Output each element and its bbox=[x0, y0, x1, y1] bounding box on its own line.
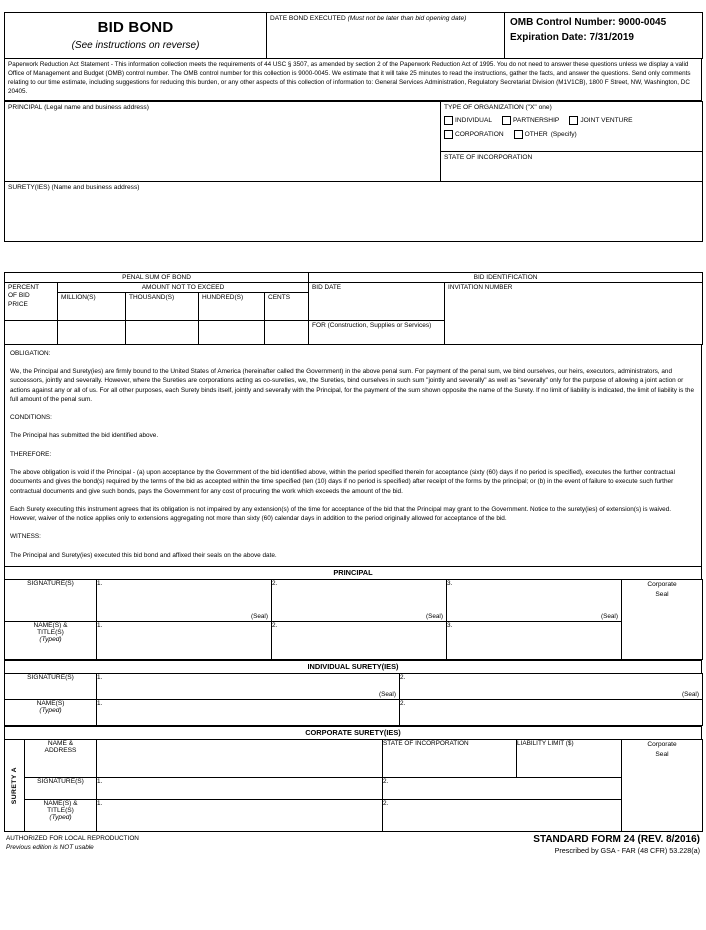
corporate-surety-name-title-line-2: TITLE(S) bbox=[47, 806, 74, 814]
obligation-heading: OBLIGATION: bbox=[10, 349, 51, 357]
checkbox-icon[interactable] bbox=[444, 116, 453, 125]
corporate-surety-name-address-row-label bbox=[25, 739, 97, 777]
penal-sum-title: PENAL SUM OF BOND bbox=[5, 272, 309, 282]
therefore-heading: THEREFORE: bbox=[10, 450, 52, 458]
state-of-incorporation-field[interactable] bbox=[441, 151, 703, 181]
principal-corporate-seal bbox=[622, 579, 703, 659]
principal-signature-table bbox=[4, 579, 703, 660]
checkbox-icon[interactable] bbox=[514, 130, 523, 139]
percent-label-line-3: PRICE bbox=[8, 300, 28, 308]
principal-signature-3-number: 3. bbox=[447, 579, 453, 587]
title-cell bbox=[5, 13, 267, 59]
state-of-incorporation-label: STATE OF INCORPORATION bbox=[444, 153, 533, 161]
principal-signature-2-number: 2. bbox=[272, 579, 278, 587]
principal-corporate-seal-line-2: Seal bbox=[655, 590, 669, 598]
individual-surety-signature-row-label bbox=[5, 673, 97, 699]
organization-options-row-1 bbox=[444, 116, 699, 125]
amount-not-to-exceed-header: AMOUNT NOT TO EXCEED bbox=[58, 282, 309, 292]
corporate-surety-signature-1[interactable] bbox=[97, 777, 383, 799]
individual-surety-name-row-label bbox=[5, 699, 97, 725]
witness-paragraph: The Principal and Surety(ies) executed this bid bond and affixed their seals on the above date. bbox=[10, 551, 277, 559]
principal-field[interactable] bbox=[5, 101, 441, 181]
individual-surety-name-2[interactable] bbox=[400, 699, 703, 725]
individual-surety-signature-1-number: 1. bbox=[97, 673, 103, 681]
checkbox-icon[interactable] bbox=[569, 116, 578, 125]
individual-surety-signature-2-seal: (Seal) bbox=[681, 690, 699, 698]
date-bond-executed-hint: (Must not be later than bid opening date) bbox=[347, 15, 467, 22]
witness-heading: WITNESS: bbox=[10, 533, 41, 541]
invitation-number-label: INVITATION NUMBER bbox=[448, 283, 513, 291]
principal-name-title-line-3: (Typed) bbox=[39, 635, 62, 643]
form-body-text bbox=[4, 345, 702, 566]
type-of-organization-label: TYPE OF ORGANIZATION bbox=[444, 103, 524, 111]
for-hint: (Construction, Supplies or Services) bbox=[327, 321, 432, 329]
individual-surety-signature-2[interactable] bbox=[400, 673, 703, 699]
principal-signature-2[interactable] bbox=[272, 579, 447, 621]
form-header bbox=[4, 12, 702, 59]
corporate-surety-name-title-1-number: 1. bbox=[97, 799, 103, 807]
checkbox-icon[interactable] bbox=[502, 116, 511, 125]
page-title: BID BOND bbox=[97, 19, 174, 36]
corporate-surety-table bbox=[4, 739, 703, 832]
principal-name-title-3-number: 3. bbox=[447, 621, 453, 629]
principal-name-title-line-1: NAME(S) & bbox=[33, 621, 68, 629]
hundreds-entry-cell[interactable] bbox=[199, 320, 265, 344]
corporate-surety-signature-2-number: 2. bbox=[383, 777, 389, 785]
for-field[interactable] bbox=[309, 320, 445, 344]
principal-signature-row-label bbox=[5, 579, 97, 621]
surety-extension-paragraph: Each Surety executing this instrument agrees that its obligation is not impaired by any extension(s) of the time for acceptance of the bid that the Principal may grant to the Government. Notice to the surety(ies) of extension(s) is waived. However, waiver of the notice applies only to extensions aggregating not more than sixty (60) calendar days in addition to the period originally allowed for acceptance of the bid. bbox=[10, 505, 672, 523]
for-label: FOR bbox=[312, 321, 326, 329]
corporate-surety-state-of-incorporation-label: STATE OF INCORPORATION bbox=[383, 739, 469, 747]
individual-surety-table bbox=[4, 673, 703, 726]
principal-signature-1[interactable] bbox=[97, 579, 272, 621]
previous-edition-note: Previous edition is NOT usable bbox=[6, 844, 94, 852]
individual-surety-name-line-1: NAME(S) bbox=[36, 699, 65, 707]
corporate-surety-corporate-seal bbox=[622, 739, 703, 831]
individual-surety-band: INDIVIDUAL SURETY(IES) bbox=[4, 660, 702, 673]
corporate-surety-liability-limit-field[interactable] bbox=[517, 739, 622, 777]
hundreds-label: HUNDRED(S) bbox=[202, 293, 244, 301]
corporate-surety-signature-2[interactable] bbox=[383, 777, 622, 799]
checkbox-other-hint: (Specify) bbox=[550, 130, 577, 138]
millions-label: MILLION(S) bbox=[61, 293, 96, 301]
corporate-surety-seal-line-1: Corporate bbox=[647, 740, 677, 748]
obligation-paragraph: We, the Principal and Surety(ies) are firmly bound to the United States of America (hereinafter called the Government) in the above penal sum. For payment of the penal sum, we bind ourselves, our heirs, executors, administrators, and successors, jointly and severally. However, where the Sureties are corporations acting as co-sureties, we, the Sureties, bind ourselves in such sum "jointly and severally" as well as "severally" only for the purpose of allowing a joint action or actions against any or all of us. For all other purposes, each Surety binds itself, jointly and severally with the Principal, for the payment of the sum shown opposite the name of the Surety. If no limit of liability is indicated, the limit of liability is the full amount of the penal sum. bbox=[10, 368, 695, 403]
corporate-surety-name-title-2-number: 2. bbox=[383, 799, 389, 807]
form-subtitle: (See instructions on reverse) bbox=[71, 40, 200, 51]
principal-organization-table bbox=[4, 101, 703, 242]
corporate-surety-name-address-line-1: NAME & bbox=[47, 739, 74, 747]
organization-options-row-2 bbox=[444, 130, 699, 139]
individual-surety-name-2-number: 2. bbox=[400, 699, 406, 707]
cents-label: CENTS bbox=[268, 293, 291, 301]
principal-name-title-2-number: 2. bbox=[272, 621, 278, 629]
corporate-surety-state-of-incorporation-field[interactable] bbox=[383, 739, 517, 777]
surety-letter-label: SURETY A bbox=[11, 766, 18, 805]
bid-date-field[interactable] bbox=[309, 282, 445, 320]
checkbox-icon[interactable] bbox=[444, 130, 453, 139]
percent-label-line-1: PERCENT bbox=[8, 283, 40, 291]
checkbox-partnership-label: PARTNERSHIP bbox=[513, 116, 560, 124]
checkbox-joint-venture[interactable] bbox=[569, 116, 632, 125]
individual-surety-name-1-number: 1. bbox=[97, 699, 103, 707]
corporate-surety-name-title-line-1: NAME(S) & bbox=[43, 799, 78, 807]
checkbox-individual-label: INDIVIDUAL bbox=[455, 116, 493, 124]
corporate-surety-name-address-field[interactable] bbox=[97, 739, 383, 777]
corporate-surety-name-address-line-2: ADDRESS bbox=[44, 746, 77, 754]
principal-signature-3-seal: (Seal) bbox=[600, 612, 618, 620]
corporate-surety-name-title-2[interactable] bbox=[383, 799, 622, 831]
type-of-organization-hint: ("X" one) bbox=[525, 103, 552, 111]
checkbox-corporation-label: CORPORATION bbox=[455, 130, 504, 138]
checkbox-other-label: OTHER bbox=[524, 130, 548, 138]
principal-signature-2-seal: (Seal) bbox=[425, 612, 443, 620]
thousands-label: THOUSAND(S) bbox=[129, 293, 175, 301]
thousands-entry-cell[interactable] bbox=[126, 320, 199, 344]
principal-name-title-1[interactable] bbox=[97, 621, 272, 659]
thousands-field[interactable] bbox=[126, 292, 199, 320]
principal-name-title-3[interactable] bbox=[447, 621, 622, 659]
surety-letter-cell bbox=[5, 739, 25, 831]
invitation-number-field[interactable] bbox=[445, 282, 703, 344]
principal-signature-1-seal: (Seal) bbox=[250, 612, 268, 620]
corporate-surety-name-title-line-3: (Typed) bbox=[49, 813, 72, 821]
bid-date-label: BID DATE bbox=[312, 283, 342, 291]
standard-form-number: STANDARD FORM 24 (REV. 8/2016) bbox=[533, 833, 700, 845]
corporate-surety-signature-label: SIGNATURE(S) bbox=[37, 777, 84, 785]
percent-entry-cell[interactable] bbox=[5, 320, 58, 344]
principal-name-title-1-number: 1. bbox=[97, 621, 103, 629]
principal-band: PRINCIPAL bbox=[4, 566, 702, 579]
therefore-paragraph: The above obligation is void if the Principal - (a) upon acceptance by the Government of the bid identified above, within the period specified therein for acceptance (sixty (60) days if no period is specified), executes the further contractual documents and gives the bond(s) required by the terms of the bid as accepted within the time specified (ten (10) days if no period is specified) after receipt of the forms by the principal; or (b) in the event of failure to execute such further contractual documents and give such bonds, pays the Government for any cost of procuring the work which exceeds the amount of the bid. bbox=[10, 469, 675, 495]
prescribed-by: Prescribed by GSA - FAR (48 CFR) 53.228(a) bbox=[554, 845, 700, 855]
checkbox-joint-venture-label: JOINT VENTURE bbox=[580, 116, 633, 124]
bid-identification-title: BID IDENTIFICATION bbox=[309, 272, 703, 282]
form-footer bbox=[4, 833, 702, 853]
date-bond-executed-field[interactable] bbox=[267, 13, 505, 59]
omb-control-number: OMB Control Number: 9000-0045 bbox=[510, 17, 667, 28]
individual-surety-signature-1-seal: (Seal) bbox=[378, 690, 396, 698]
millions-field[interactable] bbox=[58, 292, 126, 320]
spacer bbox=[4, 242, 702, 272]
surety-label: SURETY(IES) bbox=[8, 183, 50, 191]
surety-hint: (Name and business address) bbox=[51, 183, 140, 191]
percent-label-line-2: OF BID bbox=[8, 292, 30, 300]
conditions-heading: CONDITIONS: bbox=[10, 414, 52, 422]
form-page bbox=[0, 12, 706, 930]
checkbox-other[interactable] bbox=[514, 130, 577, 139]
paperwork-reduction-act-statement: Paperwork Reduction Act Statement - This information collection meets the requirements of 44 USC § 3507, as amended by section 2 of the Paperwork Reduction Act of 1995. You do not need to answer these questions unless we display a valid Office of Management and Budget (OMB) control number. The OMB control number for this collection is 9000-0045. We estimate that it will take 25 minutes to read the instructions, gather the facts, and answer the questions. Send only comments relating to our time estimate, including suggestions for reducing this burden, or any other aspects of this collection of information to: General Services Administration, Regulatory Secretariat Division (M1V1CB), 1800 F Street, NW, Washington, DC 20405. bbox=[4, 59, 702, 101]
hundreds-field[interactable] bbox=[199, 292, 265, 320]
corporate-surety-name-title-row-label bbox=[25, 799, 97, 831]
millions-entry-cell[interactable] bbox=[58, 320, 126, 344]
cents-field[interactable] bbox=[265, 292, 309, 320]
conditions-paragraph: The Principal has submitted the bid identified above. bbox=[10, 432, 159, 440]
type-of-organization-group bbox=[441, 101, 703, 151]
checkbox-individual[interactable] bbox=[444, 116, 492, 125]
checkbox-partnership[interactable] bbox=[502, 116, 559, 125]
principal-name-title-2[interactable] bbox=[272, 621, 447, 659]
corporate-surety-band: CORPORATE SURETY(IES) bbox=[4, 726, 702, 739]
cents-entry-cell[interactable] bbox=[265, 320, 309, 344]
corporate-surety-seal-line-2: Seal bbox=[655, 750, 669, 758]
header-table bbox=[4, 12, 703, 59]
individual-surety-signature-2-number: 2. bbox=[400, 673, 406, 681]
corporate-surety-signature-row-label bbox=[25, 777, 97, 799]
individual-surety-signature-label: SIGNATURE(S) bbox=[27, 673, 74, 681]
corporate-surety-name-title-1[interactable] bbox=[97, 799, 383, 831]
date-bond-executed-label: DATE BOND EXECUTED bbox=[270, 15, 346, 22]
surety-field[interactable] bbox=[5, 181, 703, 241]
footer-right bbox=[533, 834, 700, 855]
omb-expiration-date: Expiration Date: 7/31/2019 bbox=[510, 31, 634, 43]
individual-surety-name-1[interactable] bbox=[97, 699, 400, 725]
principal-signature-label: SIGNATURE(S) bbox=[27, 579, 74, 587]
principal-name-title-line-2: TITLE(S) bbox=[37, 628, 64, 636]
principal-label: PRINCIPAL bbox=[8, 103, 43, 111]
penal-sum-bid-identification-table bbox=[4, 272, 703, 345]
checkbox-corporation[interactable] bbox=[444, 130, 504, 139]
individual-surety-name-line-2: (Typed) bbox=[39, 706, 62, 714]
percent-of-bid-price-field[interactable] bbox=[5, 282, 58, 320]
principal-signature-1-number: 1. bbox=[97, 579, 103, 587]
corporate-surety-signature-1-number: 1. bbox=[97, 777, 103, 785]
individual-surety-signature-1[interactable] bbox=[97, 673, 400, 699]
principal-name-title-row-label bbox=[5, 621, 97, 659]
corporate-surety-liability-limit-label: LIABILITY LIMIT ($) bbox=[517, 739, 574, 747]
omb-cell bbox=[505, 13, 703, 59]
authorized-for-local-reproduction: AUTHORIZED FOR LOCAL REPRODUCTION bbox=[6, 834, 139, 842]
principal-signature-3[interactable] bbox=[447, 579, 622, 621]
principal-corporate-seal-line-1: Corporate bbox=[647, 580, 677, 588]
principal-hint: (Legal name and business address) bbox=[44, 103, 149, 111]
